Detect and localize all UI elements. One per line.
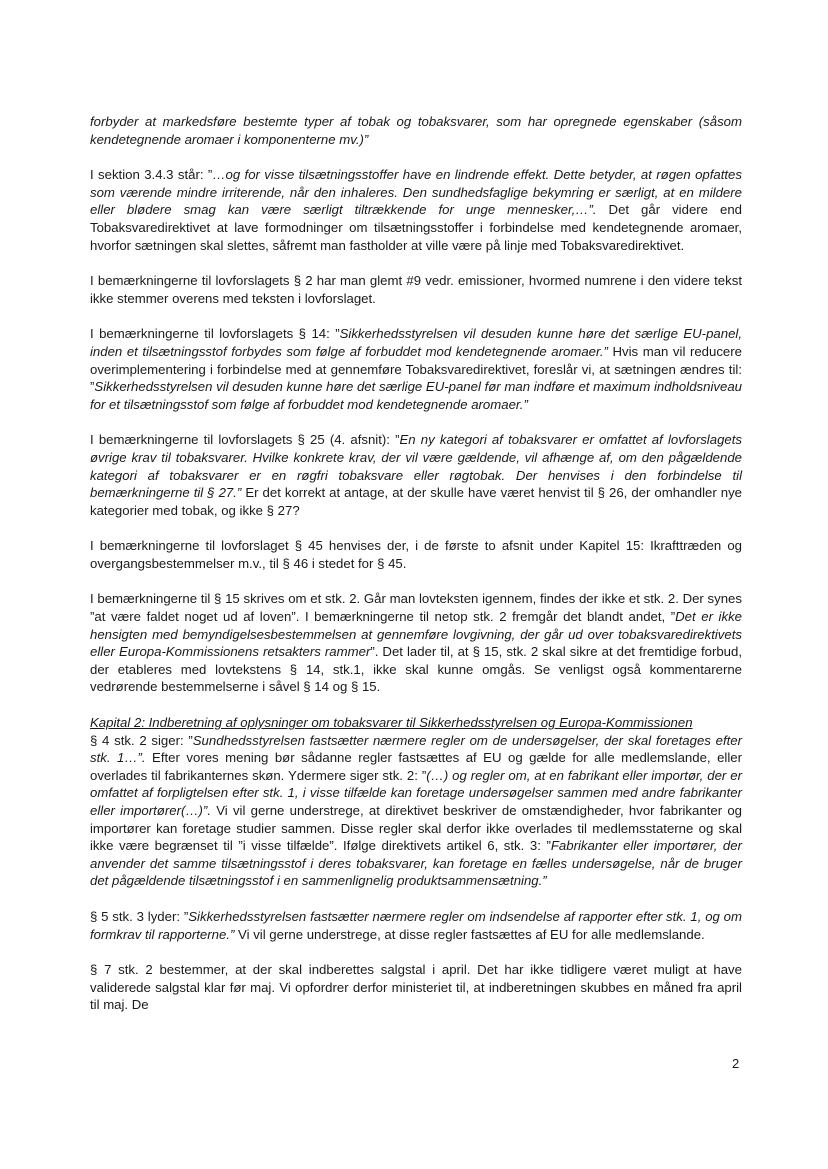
page-number: 2 bbox=[732, 1056, 740, 1071]
text: Vi vil gerne understrege, at direktivet beskriver de omstændigheder, hvor fabrikanter og importører kan foretage studier sammen. Disse regler skal derfor ikke overlades til medlemsstaterne og skal ikke være begrænset til ”i visse tilfælde”. Ifølge direktivets artikel 6, stk. 3: ” bbox=[90, 803, 742, 854]
document-body bbox=[90, 113, 742, 1032]
paragraph-2 bbox=[90, 166, 742, 254]
paragraph-10 bbox=[90, 961, 742, 1014]
quote-text: Sundhedsstyrelsen fastsætter nærmere regler om de undersøgelser, der skal foretages efter stk. 1…”. bbox=[90, 732, 742, 766]
quote-text: Fabrikanter eller importører, der anvender det samme tilsætningsstof i deres tobaksvarer, kan foretage en fælles undersøgelse, når de bruger det pågældende tilsætningsstof i en sammenlignelig produktsammensætning.” bbox=[90, 838, 742, 889]
text: Efter vores mening bør sådanne regler fastsættes af EU og gælde for alle medlemslande, eller overlades til fabrikanternes skøn. Ydermere siger stk. 2: ” bbox=[90, 750, 742, 783]
quote-text: forbyder at markedsføre bestemte typer af tobak og tobaksvarer, som har opregnede egenskaber (såsom kendetegnende aromaer i komponenterne mv.)” bbox=[90, 114, 742, 147]
text: Vi vil gerne understrege, at disse regler fastsættes af EU for alle medlemslande. bbox=[234, 926, 705, 942]
paragraph-3 bbox=[90, 272, 742, 307]
quote-text: …og for visse tilsætningsstoffer have en lindrende effekt. Dette betyder, at røgen opfattes som værende mindre irriterende, når den inhaleres. Den sundhedsfaglige bekymring er særligt, at en mildere eller blødere smag kan være særligt tiltrækkende for unge mennesker,…”. bbox=[90, 167, 742, 218]
quote-text: En ny kategori af tobaksvarer er omfattet af lovforslagets øvrige krav til tobaksvarer. Hvilke konkrete krav, der vil være gældende, vil afhænge af, om den pågældende kategori af tobaksvarer er en røgfri tobaksvare eller røgtobak. Der henvises i den forbindelse til bemærkningerne til § 27.” bbox=[90, 432, 742, 501]
paragraph-8 bbox=[90, 732, 742, 890]
text: I bemærkningerne til lovforslagets § 25 (4. afsnit): ” bbox=[90, 432, 400, 448]
paragraph-6 bbox=[90, 537, 742, 572]
chapter-heading: Kapital 2: Indberetning af oplysninger om tobaksvarer til Sikkerhedsstyrelsen og Europa-Kommissionen bbox=[90, 715, 693, 731]
quote-text: Det er ikke hensigten med bemyndigelsesbestemmelsen at gennemføre lovgivning, der går ud over tobaksvaredirektivets eller Europa-Kommissionens retsakters rammer bbox=[90, 609, 742, 660]
paragraph-4 bbox=[90, 325, 742, 413]
text: I bemærkningerne til lovforslagets § 14: ” bbox=[90, 326, 340, 342]
quote-text: Sikkerhedsstyrelsen vil desuden kunne høre det særlige EU-panel før man indføre et maximum indholdsniveau for et tilsætningsstof som følge af forbuddet mod kendetegnende aromaer.” bbox=[90, 379, 742, 412]
paragraph-7 bbox=[90, 590, 742, 696]
text: I sektion 3.4.3 står: ” bbox=[90, 167, 213, 183]
quote-text: Sikkerhedsstyrelsen vil desuden kunne høre det særlige EU-panel, inden et tilsætningsstof forbydes som følge af forbuddet mod kendetegnende aromaer.” bbox=[90, 326, 743, 359]
text: § 7 stk. 2 bestemmer, at der skal indberettes salgstal i april. Det har ikke tidligere været muligt at have validerede salgstal klar før maj. Vi opfordrer derfor ministeriet til, at indberetningen skubbes en måned fra april til maj. De bbox=[90, 962, 742, 1013]
quote-text: Sikkerhedsstyrelsen fastsætter nærmere regler om indsendelse af rapporter efter stk. 1, og om formkrav til rapporterne.” bbox=[90, 908, 742, 942]
text: I bemærkningerne til lovforslaget § 45 henvises der, i de første to afsnit under Kapitel 15: Ikrafttræden og overgangsbestemmelser m.v., til § 46 i stedet for § 45. bbox=[90, 538, 742, 571]
text: ”. Det lader til, at § 15, stk. 2 skal sikre at det fremtidige forbud, der etableres med lovtekstens § 14, stk.1, ikke skal kunne omgås. Se venligst også kommentarerne vedrørende bestemmelserne i såvel § 14 og § 15. bbox=[90, 644, 742, 695]
paragraph-9 bbox=[90, 908, 742, 943]
text: § 4 stk. 2 siger: ” bbox=[90, 732, 193, 748]
paragraph-5 bbox=[90, 431, 742, 519]
text: Det går videre end Tobaksvaredirektivet at lave formodninger om tilsætningsstoffer i forbindelse med kendetegnende aromaer, hvorfor sætningen skal slettes, såfremt man fastholder at ville være på linje med Tobaksvaredirektivet. bbox=[90, 202, 742, 253]
text: Hvis man vil reducere overimplementering i forbindelse med at gennemføre Tobaksvaredirektivet, foreslår vi, at sætningen ændres til: ” bbox=[90, 343, 742, 395]
paragraph-1 bbox=[90, 113, 742, 148]
section-heading bbox=[90, 714, 742, 732]
text: Er det korrekt at antage, at der skulle have været henvist til § 26, der omhandler nye kategorier med tobak, og ikke § 27? bbox=[90, 485, 743, 518]
text: I bemærkningerne til lovforslagets § 2 har man glemt #9 vedr. emissioner, hvormed numrene i den videre tekst ikke stemmer overens med teksten i lovforslaget. bbox=[90, 273, 742, 306]
text: § 5 stk. 3 lyder: ” bbox=[90, 908, 189, 924]
text: I bemærkningerne til § 15 skrives om et stk. 2. Går man lovteksten igennem, findes der ikke et stk. 2. Der synes ”at være faldet noget ud af loven”. I bemærkningerne til netop stk. 2 fremgår det blandt andet, ” bbox=[90, 591, 742, 625]
quote-text: (…) og regler om, at en fabrikant eller importør, der er omfattet af forpligtelsen efter stk. 1, i visse tilfælde kan foretage undersøgelser sammen med andre fabrikanter eller importører(…)”. bbox=[90, 767, 742, 818]
